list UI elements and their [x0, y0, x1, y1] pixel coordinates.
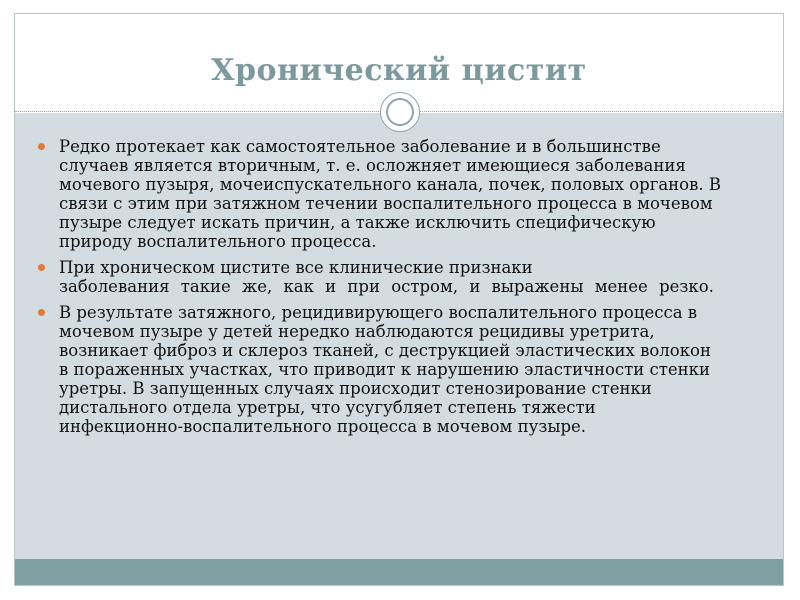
- bullet-1-line-2: случаев является вторичным, т. е. осложняет имеющиеся заболевания: [59, 156, 686, 175]
- bullet-3-line-5: уретры. В запущенных случаях происходит стенозирование стенки: [59, 379, 652, 398]
- bullet-3-line-1: В результате затяжного, рецидивирующего воспалительного процесса в: [59, 303, 698, 322]
- circle-ornament-icon: [380, 92, 420, 132]
- bullet-1-line-6: природу воспалительного процесса.: [59, 232, 377, 251]
- bullet-item-3: [37, 303, 767, 436]
- bullet-item-2: [37, 258, 767, 296]
- bullet-2-line-2: заболевания такие же, как и при остром, и выражены менее резко.: [59, 277, 714, 296]
- bullet-1-line-1: Редко протекает как самостоятельное заболевание и в большинстве: [59, 137, 661, 156]
- bottom-band: [15, 559, 783, 585]
- bullet-3-line-6: дистального отдела уретры, что усугубляет степень тяжести: [59, 398, 596, 417]
- bullet-3-line-2: мочевом пузыре у детей нередко наблюдаются рецидивы уретрита,: [59, 322, 655, 341]
- bullet-3-line-7: инфекционно-воспалительного процесса в мочевом пузыре.: [59, 417, 587, 436]
- bullet-3-line-4: в пораженных участках, что приводит к нарушению эластичности стенки: [59, 360, 710, 379]
- bullet-marker: [38, 309, 45, 316]
- slide-title: Хронический цистит: [211, 53, 587, 88]
- bullet-2-line-1: При хроническом цистите все клинические признаки: [59, 258, 533, 277]
- bullet-marker: [38, 143, 45, 150]
- bullet-1-line-3: мочевого пузыря, мочеиспускательного канала, почек, половых органов. В: [59, 175, 722, 194]
- bullet-3-line-3: возникает фиброз и склероз тканей, с деструкцией эластических волокон: [59, 341, 711, 360]
- bullet-marker: [38, 264, 45, 271]
- bullet-list: [37, 137, 767, 443]
- circle-ornament-inner: [386, 98, 414, 126]
- bullet-item-1: [37, 137, 767, 251]
- bullet-1-line-5: пузыре следует искать причин, а также исключить специфическую: [59, 213, 656, 232]
- bullet-1-line-4: связи с этим при затяжном течении воспалительного процесса в мочевом: [59, 194, 713, 213]
